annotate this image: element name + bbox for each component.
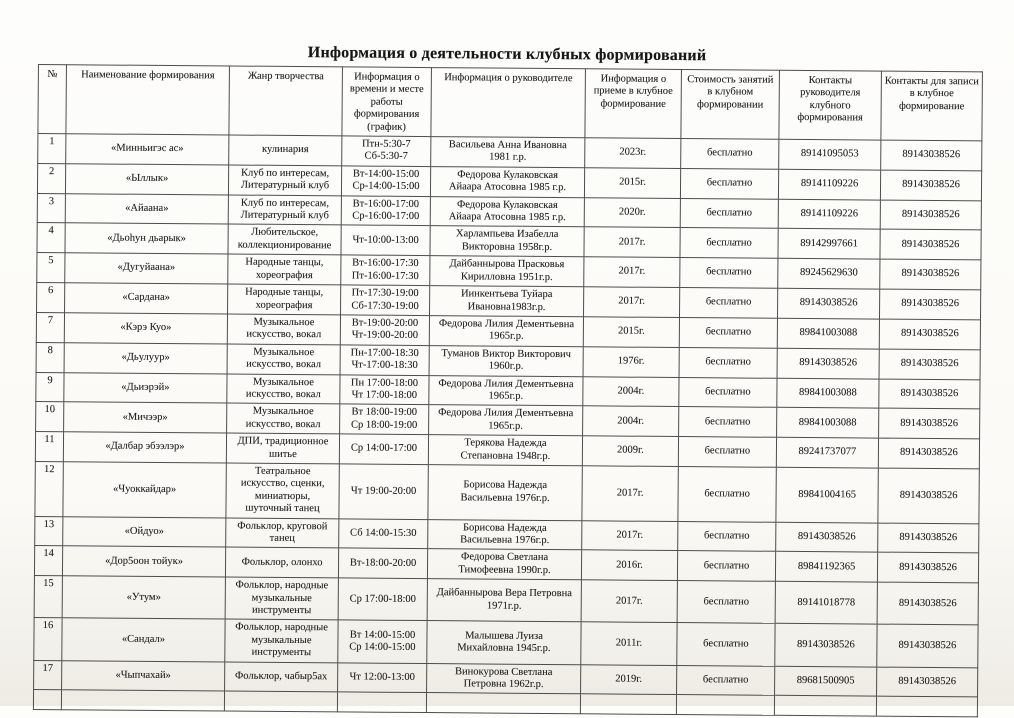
cell-name: «Дор5оон тойук» [62, 546, 225, 577]
cell-cost: бесплатно [677, 623, 775, 666]
cell-num: 11 [35, 432, 63, 462]
cell-genre [224, 691, 337, 712]
cell-num: 12 [35, 461, 63, 516]
cell-schedule: Вт-19:00-20:00 Чт-19:00-20:00 [340, 315, 429, 346]
cell-admission: 2017г. [581, 580, 677, 623]
cell-signup-contact: 89143038526 [879, 379, 980, 410]
table-row [34, 576, 978, 626]
cell-leader: Туманов Виктор Викторович 1960г.р. [429, 345, 583, 376]
cell-num: 2 [37, 163, 65, 193]
cell-name: «Ойдуо» [63, 516, 226, 547]
cell-leader: Федорова Лилия Дементьевна 1965г.р. [429, 315, 583, 346]
cell-leader-contact: 89143038526 [775, 624, 877, 667]
cell-genre: Театральное искусство, сценки, миниатюры, шуточный танец [226, 463, 339, 519]
cell-schedule: Вт 18:00-19:00 Ср 18:00-19:00 [340, 404, 429, 435]
cell-name: «Чуоккайдар» [63, 462, 226, 518]
cell-signup-contact: 89143038526 [879, 319, 980, 350]
cell-admission: 2011г. [581, 622, 677, 665]
col-header-cost: Стоимость занятий в клубном формировании [681, 70, 780, 140]
col-header-leader-contact: Контакты руководителя клубного формирования [779, 70, 882, 140]
cell-name: «Мичээр» [64, 402, 227, 433]
cell-num: 8 [36, 342, 64, 372]
cell-leader-contact: 89143038526 [776, 522, 878, 553]
cell-admission [580, 694, 676, 715]
cell-leader: Харлампьева Изабелла Викторовна 1958г.р. [430, 226, 584, 257]
cell-admission: 2015г. [584, 168, 680, 199]
col-header-signup-contact: Контакты для записи в клубное формирование [881, 71, 983, 141]
cell-admission: 2004г. [583, 406, 679, 437]
cell-schedule: Вт-14:00-15:00 Ср-14:00-15:00 [341, 166, 430, 197]
cell-leader: Борисова Надежда Васильевна 1976г.р. [428, 519, 582, 550]
cell-leader: Федорова Лилия Дементьевна 1965г.р. [429, 405, 583, 436]
cell-schedule: Чт 12:00-13:00 [338, 663, 427, 694]
cell-signup-contact: 89143038526 [880, 170, 981, 201]
cell-admission: 1976г. [583, 346, 679, 377]
cell-admission: 2020г. [584, 197, 680, 228]
cell-leader: Федорова Светлана Тимофеевна 1990г.р. [427, 549, 581, 580]
cell-genre: Музыкальное искусство, вокал [227, 314, 340, 345]
cell-cost: бесплатно [678, 466, 776, 521]
cell-cost: бесплатно [680, 258, 778, 289]
cell-cost: бесплатно [679, 377, 777, 408]
cell-num: 13 [35, 516, 63, 546]
cell-genre: Фольклор, чабыр5ах [225, 662, 338, 693]
cell-admission: 2017г. [584, 257, 680, 288]
cell-genre: ДПИ, традиционное шитье [226, 433, 339, 464]
cell-schedule: Вт-16:00-17:30 Пт-16:00-17:30 [341, 255, 430, 286]
table-row [34, 618, 978, 668]
cell-leader [426, 693, 580, 714]
cell-num [33, 690, 61, 710]
cell-num: 4 [37, 223, 65, 253]
cell-num: 9 [36, 372, 64, 402]
cell-cost: бесплатно [679, 407, 777, 438]
cell-leader-contact: 89241737077 [776, 437, 878, 468]
cell-leader: Малышева Луиза Михайловна 1945г.р. [427, 621, 581, 664]
cell-genre: кулинария [229, 135, 342, 166]
cell-leader: Федорова Кулаковская Айаара Атосовна 1985 г.р. [430, 166, 584, 197]
cell-signup-contact: 89143038526 [878, 523, 979, 554]
table-body [33, 134, 981, 718]
cell-signup-contact [876, 697, 977, 718]
cell-leader: Федорова Кулаковская Айаара Атосовна 1985 г.р. [430, 196, 584, 227]
cell-admission: 2017г. [584, 227, 680, 258]
table-row [35, 461, 979, 523]
cell-genre: Музыкальное искусство, вокал [227, 374, 340, 405]
cell-leader: Иинкентьева Туйара Ивановна1983г.р. [430, 286, 584, 317]
cell-schedule: Пн-17:00-18:30 Чт-17:00-18:30 [340, 345, 429, 376]
cell-leader: Федорова Лилия Дементьевна 1965г.р. [429, 375, 583, 406]
cell-genre: Любительское, коллекционирование [228, 224, 341, 255]
cell-cost: бесплатно [679, 317, 777, 348]
cell-leader-contact: 89142997661 [778, 229, 880, 260]
cell-num: 6 [37, 283, 65, 313]
cell-schedule: Пт-17:30-19:00 Сб-17:30-19:00 [341, 285, 430, 316]
cell-schedule: Ср 14:00-17:00 [339, 434, 428, 465]
cell-signup-contact: 89143038526 [877, 667, 978, 698]
cell-name: «Чыпчахай» [62, 660, 225, 691]
cell-num: 10 [36, 402, 64, 432]
document-title: Информация о деятельности клубных формирований [307, 44, 707, 65]
cell-genre: Фольклор, олонхо [225, 547, 338, 578]
cell-name: «Минньигэс ас» [66, 134, 229, 165]
col-header-name: Наименование формирования [66, 65, 230, 135]
cell-cost: бесплатно [680, 168, 778, 199]
cell-genre: Клуб по интересам, Литературный клуб [228, 195, 341, 226]
cell-num: 7 [36, 312, 64, 342]
cell-name: «Ыллык» [65, 164, 228, 195]
cell-cost: бесплатно [681, 139, 779, 170]
cell-leader-contact: 89143038526 [777, 348, 879, 379]
table-header [38, 64, 983, 140]
cell-schedule: Пн 17:00-18:00 Чт 17:00-18:00 [340, 374, 429, 405]
cell-genre: Музыкальное искусство, вокал [227, 403, 340, 434]
cell-signup-contact: 89143038526 [880, 200, 981, 231]
cell-name: «Сандал» [62, 618, 225, 661]
cell-schedule: Чт 19:00-20:00 [339, 464, 428, 519]
cell-name: «Сардана» [65, 283, 228, 314]
cell-schedule: Вт-16:00-17:00 Ср-16:00-17:00 [341, 196, 430, 227]
cell-admission: 2017г. [584, 287, 680, 318]
club-formations-table [33, 64, 983, 718]
cell-genre: Фольклор, народные музыкальные инструменты [225, 577, 338, 620]
cell-cost: бесплатно [678, 521, 776, 552]
cell-admission: 2015г. [583, 317, 679, 348]
cell-name: «Утум» [62, 576, 225, 619]
cell-genre: Клуб по интересам, Литературный клуб [228, 165, 341, 196]
cell-genre: Музыкальное искусство, вокал [227, 344, 340, 375]
cell-genre: Фольклор, круговой танец [226, 518, 339, 549]
cell-schedule [337, 692, 426, 713]
cell-name: «Дьоһун дьарык» [65, 223, 228, 254]
cell-schedule: Вт 14:00-15:00 Ср 14:00-15:00 [338, 620, 427, 663]
cell-leader: Борисова Надежда Васильевна 1976г.р. [428, 465, 582, 521]
cell-num: 15 [34, 576, 62, 618]
cell-name: «Дугуйаана» [65, 253, 228, 284]
cell-signup-contact: 89143038526 [878, 468, 979, 523]
cell-cost: бесплатно [680, 198, 778, 229]
cell-admission: 2023г. [585, 138, 681, 169]
cell-num: 3 [37, 193, 65, 223]
cell-signup-contact: 89143038526 [877, 582, 978, 625]
cell-name: «Айаана» [65, 193, 228, 224]
cell-leader-contact [774, 696, 876, 717]
cell-leader-contact: 89841192365 [775, 552, 877, 583]
cell-cost: бесплатно [678, 437, 776, 468]
cell-name: «Дьулуур» [64, 342, 227, 373]
cell-signup-contact: 89143038526 [877, 553, 978, 584]
cell-num: 14 [34, 546, 62, 576]
cell-leader-contact: 89141018778 [775, 582, 877, 625]
cell-num: 17 [34, 660, 62, 690]
cell-admission: 2017г. [582, 520, 678, 551]
cell-admission: 2004г. [583, 376, 679, 407]
col-header-admission: Информация о приеме в клубное формирование [585, 69, 682, 139]
cell-admission: 2016г. [581, 550, 677, 581]
cell-signup-contact: 89143038526 [881, 140, 982, 171]
cell-leader: Васильева Анна Ивановна 1981 г.р. [431, 137, 585, 168]
cell-cost: бесплатно [677, 665, 775, 696]
cell-leader-contact: 89841003088 [777, 318, 879, 349]
cell-leader-contact: 89245629630 [778, 259, 880, 290]
cell-leader: Терякова Надежда Степановна 1948г.р. [428, 435, 582, 466]
cell-schedule: Вт-18:00-20:00 [338, 548, 427, 579]
cell-cost [676, 695, 774, 716]
cell-genre: Народные танцы, хореография [228, 284, 341, 315]
cell-signup-contact: 89143038526 [877, 625, 978, 668]
cell-name: «Дьиэрэй» [64, 372, 227, 403]
cell-leader-contact: 89841003088 [777, 378, 879, 409]
cell-cost: бесплатно [677, 551, 775, 582]
col-header-num: № [38, 64, 67, 133]
cell-num: 1 [38, 134, 66, 164]
col-header-leader: Информация о руководителе [431, 68, 586, 138]
cell-cost: бесплатно [679, 288, 777, 319]
cell-leader-contact: 89841004165 [776, 467, 878, 522]
cell-signup-contact: 89143038526 [879, 289, 980, 320]
cell-signup-contact: 89143038526 [879, 349, 980, 380]
cell-admission: 2019г. [581, 664, 677, 695]
cell-name: «Далбар эбээлэр» [63, 432, 226, 463]
cell-genre: Народные танцы, хореография [228, 254, 341, 285]
cell-cost: бесплатно [679, 347, 777, 378]
cell-leader: Дайбаннырова Вера Петровна 1971г.р. [427, 579, 581, 622]
cell-signup-contact: 89143038526 [879, 408, 980, 439]
col-header-genre: Жанр творчества [229, 66, 343, 136]
cell-cost: бесплатно [680, 228, 778, 259]
cell-leader-contact: 89141109226 [778, 199, 880, 230]
cell-leader-contact: 89681500905 [775, 666, 877, 697]
cell-name: «Кэрэ Куо» [64, 313, 227, 344]
header-row [38, 64, 983, 140]
cell-num: 5 [37, 253, 65, 283]
cell-leader: Винокурова Светлана Петровна 1962г.р. [427, 663, 581, 694]
cell-leader-contact: 89841003088 [777, 408, 879, 439]
cell-admission: 2009г. [582, 436, 678, 467]
cell-leader-contact: 89141095053 [779, 139, 881, 170]
cell-num: 16 [34, 618, 62, 660]
cell-schedule: Чт-10:00-13:00 [341, 225, 430, 256]
col-header-schedule: Информация о времени и месте работы формирования (график) [342, 67, 432, 137]
cell-leader: Дайбаннырова Прасковья Кирилловна 1951г.р. [430, 256, 584, 287]
cell-schedule: Сб 14:00-15:30 [339, 518, 428, 549]
cell-leader-contact: 89143038526 [777, 288, 879, 319]
cell-name [61, 690, 224, 711]
cell-schedule: Птн-5:30-7 Сб-5:30-7 [342, 136, 431, 167]
cell-leader-contact: 89141109226 [778, 169, 880, 200]
cell-admission: 2017г. [582, 466, 678, 521]
cell-genre: Фольклор, народные музыкальные инструменты [225, 619, 338, 662]
cell-cost: бесплатно [677, 581, 775, 624]
cell-signup-contact: 89143038526 [878, 438, 979, 469]
cell-signup-contact: 89143038526 [880, 259, 981, 290]
cell-schedule: Ср 17:00-18:00 [338, 578, 427, 621]
cell-signup-contact: 89143038526 [880, 230, 981, 261]
